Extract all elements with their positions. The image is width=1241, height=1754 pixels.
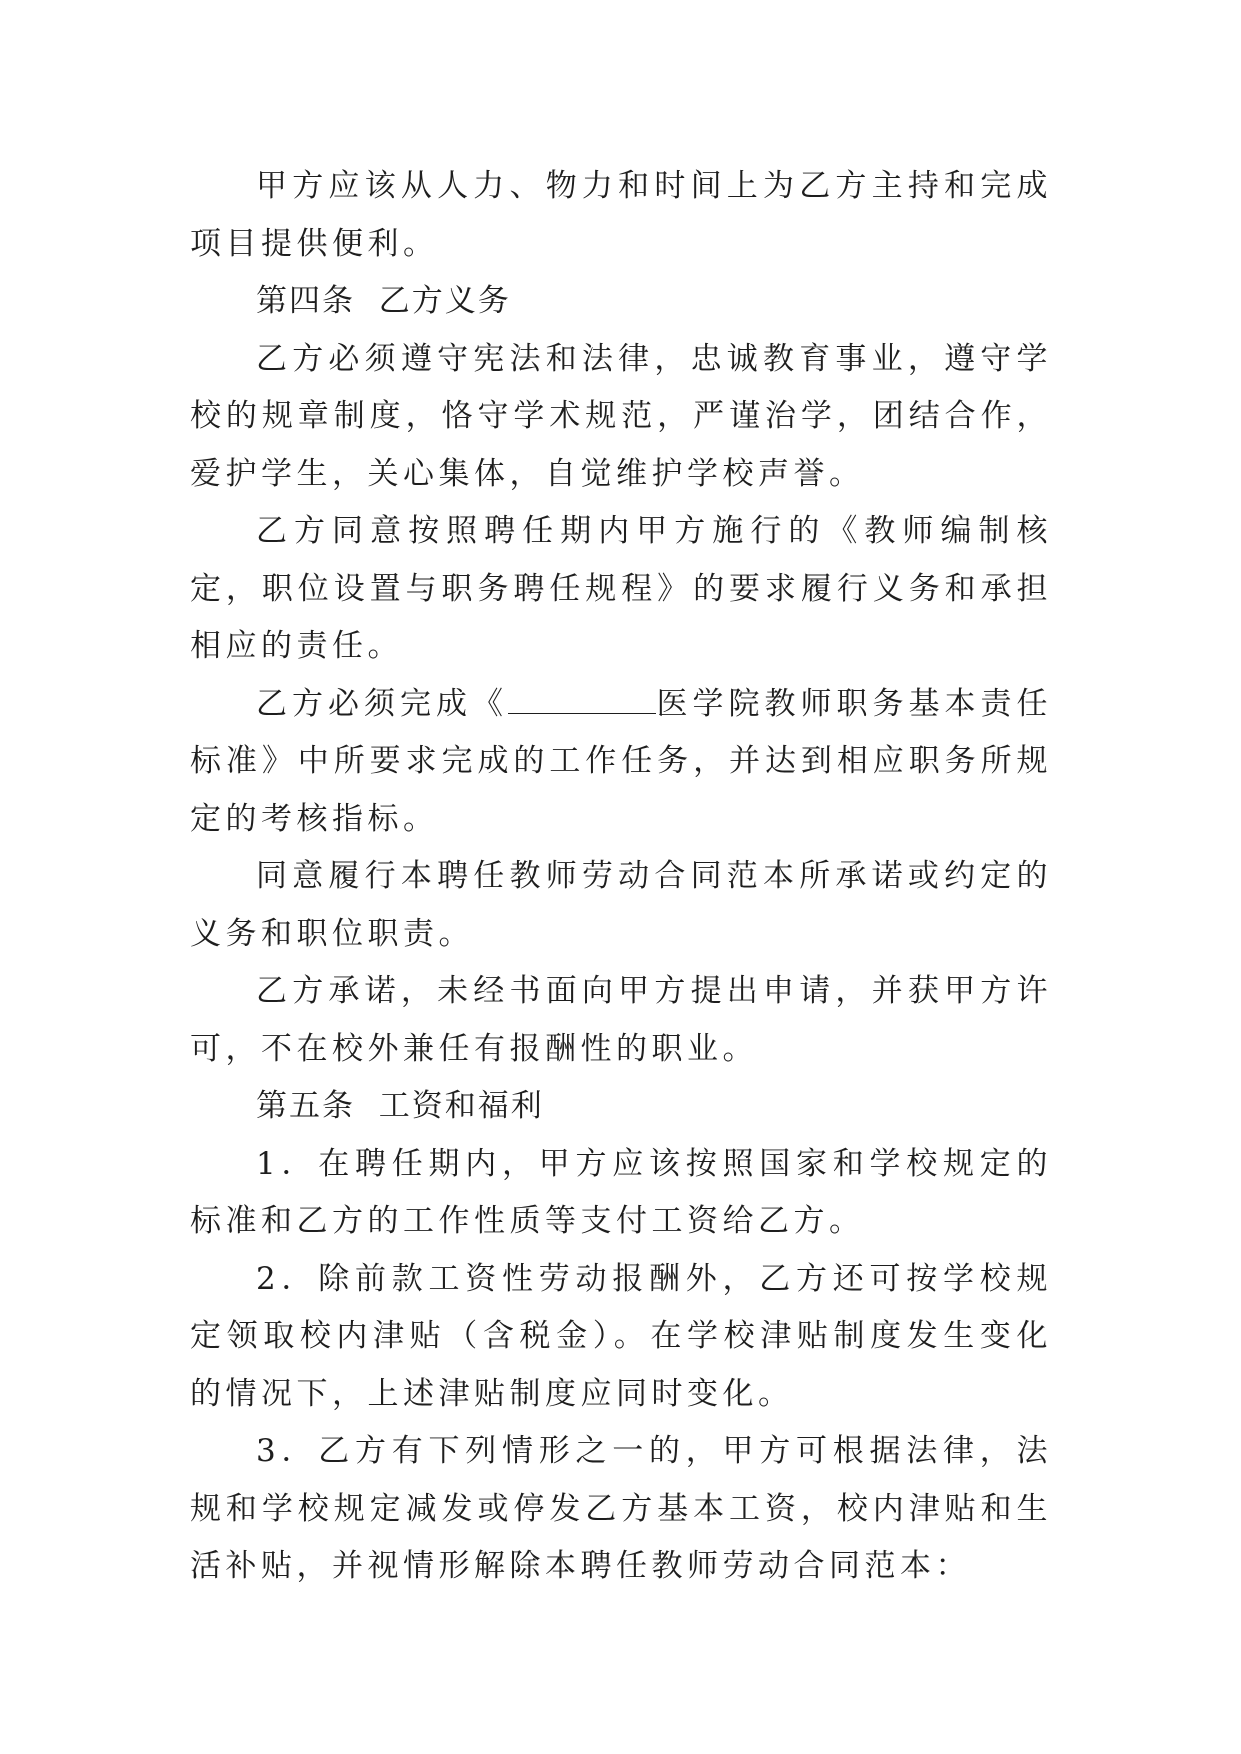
paragraph-obligations-standard	[190, 676, 1052, 849]
paragraph-salary-1: 1．在聘任期内，甲方应该按照国家和学校规定的标准和乙方的工作性质等支付工资给乙方。	[190, 1145, 1052, 1239]
paragraph-facilitation: 甲方应该从人力、物力和时间上为乙方主持和完成项目提供便利。	[190, 168, 1052, 262]
paragraph-salary-2: 2．除前款工资性劳动报酬外，乙方还可按学校规定领取校内津贴（含税金）。在学校津贴制度发生变化的情况下，上述津贴制度应同时变化。	[190, 1260, 1052, 1412]
paragraph-obligations-duties: 同意履行本聘任教师劳动合同范本所承诺或约定的义务和职位职责。	[190, 858, 1052, 952]
paragraph-salary-3: 3．乙方有下列情形之一的，甲方可根据法律，法规和学校规定减发或停发乙方基本工资，校内津贴和生活补贴，并视情形解除本聘任教师劳动合同范本：	[190, 1433, 1052, 1584]
blank-line	[508, 691, 656, 714]
article-5-heading: 第五条 工资和福利	[256, 1088, 544, 1124]
standard-text-start: 乙方必须完成《	[256, 685, 508, 722]
standard-text-end: 医学院教师职务基本责任标准》中所要求完成的工作任务，并达到相应职务所规定的考核指标。	[190, 685, 1052, 837]
paragraph-obligations-law: 乙方必须遵守宪法和法律，忠诚教育事业，遵守学校的规章制度，恪守学术规范，严谨治学，团结合作，爱护学生，关心集体，自觉维护学校声誉。	[190, 340, 1052, 492]
paragraph-obligations-external-work: 乙方承诺，未经书面向甲方提出申请，并获甲方许可，不在校外兼任有报酬性的职业。	[190, 973, 1052, 1067]
paragraph-obligations-rules: 乙方同意按照聘任期内甲方施行的《教师编制核定，职位设置与职务聘任规程》的要求履行义务和承担相应的责任。	[190, 513, 1052, 664]
article-4-heading: 第四条 乙方义务	[256, 283, 511, 319]
document-body	[190, 158, 1052, 1596]
